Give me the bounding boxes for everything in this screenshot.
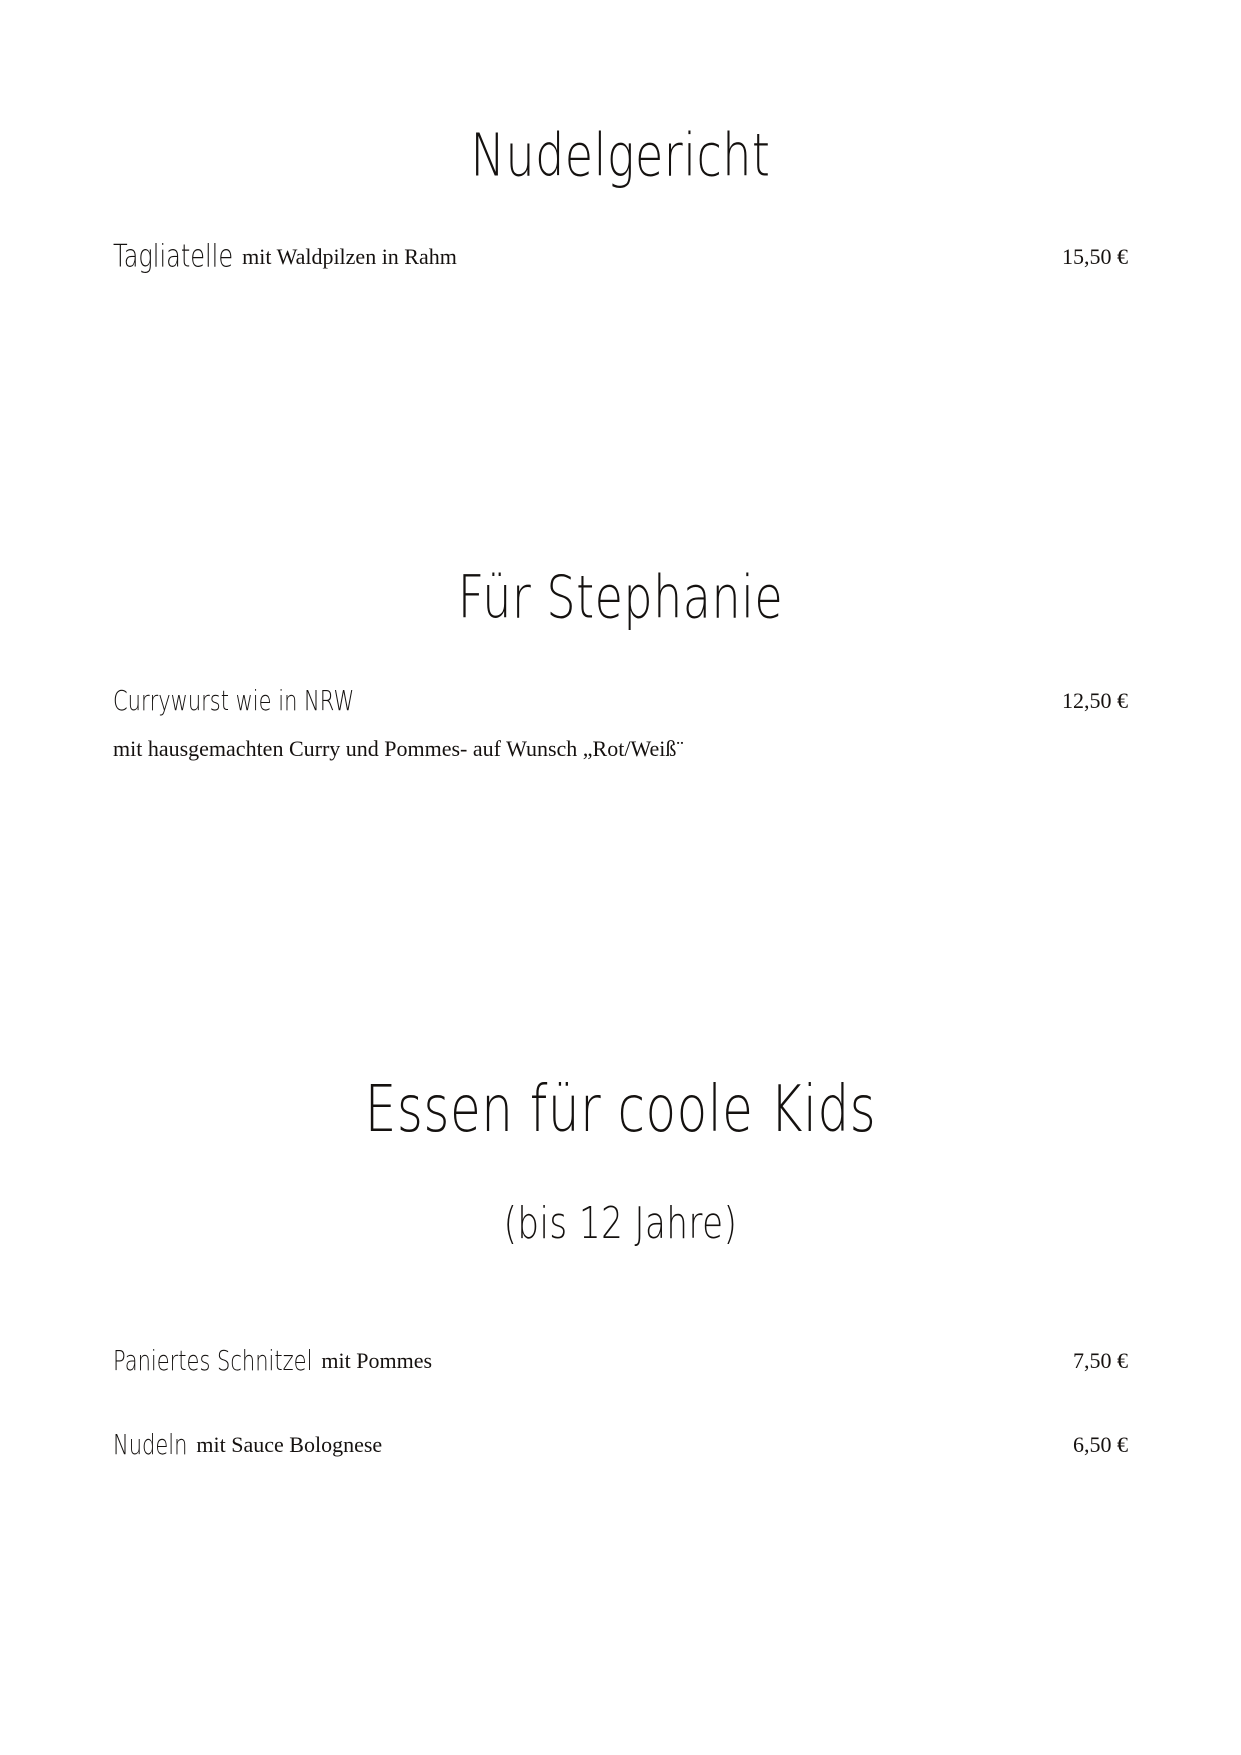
menu-item-name: Currywurst wie in NRW — [113, 685, 355, 717]
menu-item-sub-description: mit hausgemachten Curry und Pommes- auf Wunsch „Rot/Weiß¨ — [113, 736, 684, 761]
menu-item-name: Paniertes Schnitzel — [113, 1345, 313, 1377]
menu-item-price: 7,50 € — [1073, 1348, 1128, 1373]
menu-item-name: Tagliatelle — [113, 237, 234, 275]
menu-item-text — [113, 237, 1018, 275]
menu-item-row — [0, 237, 1241, 275]
menu-item-price: 6,50 € — [1073, 1432, 1128, 1457]
menu-item-row — [0, 1429, 1241, 1461]
section-heading-fuer-stephanie: Für Stephanie — [457, 562, 784, 632]
menu-item-price: 15,50 € — [1062, 244, 1128, 269]
menu-item-price: 12,50 € — [1062, 688, 1128, 713]
menu-item-row — [0, 685, 1241, 717]
menu-item-text — [113, 1345, 1018, 1377]
menu-item-row — [0, 1345, 1241, 1377]
section-subheading-age-limit: (bis 12 Jahre) — [503, 1198, 738, 1250]
menu-item-description: mit Sauce Bolognese — [196, 1432, 383, 1457]
menu-item-description: mit Waldpilzen in Rahm — [242, 244, 457, 269]
section-heading-essen-fuer-coole-kids: Essen für coole Kids — [364, 1071, 877, 1147]
menu-item-text — [113, 1429, 1018, 1461]
menu-item-description: mit Pommes — [321, 1348, 433, 1373]
menu-item-text — [113, 685, 1018, 717]
menu-item-name: Nudeln — [113, 1429, 188, 1461]
section-heading-nudelgericht: Nudelgericht — [470, 120, 771, 190]
